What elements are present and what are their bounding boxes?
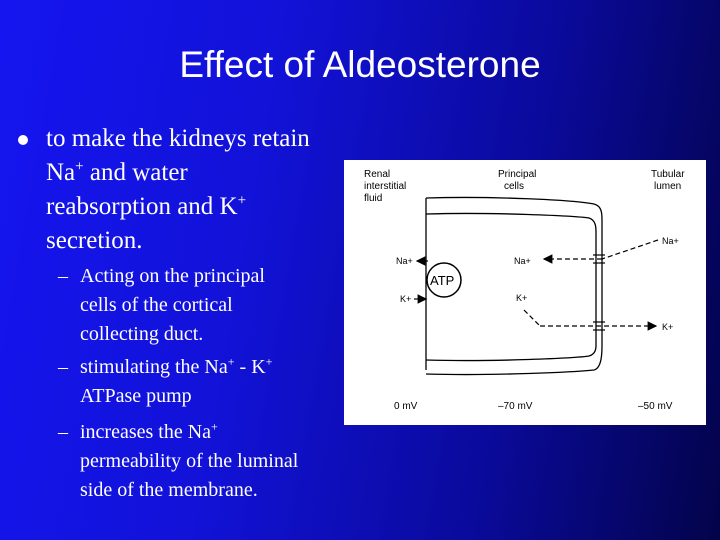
renal-label-line-1: Renal (364, 169, 391, 180)
sub-bullet-3-line-3: side of the membrane. (80, 479, 258, 501)
principal-label-line-2: cells (504, 181, 525, 192)
k-mid-label: K+ (516, 293, 528, 303)
k-exit-dashed (524, 310, 540, 326)
main-bullet-line-2 (46, 156, 346, 190)
main-bullet-line-3 (46, 190, 346, 224)
dash-icon: – (58, 356, 68, 378)
superscript-plus: + (227, 354, 235, 369)
apical-channels (593, 255, 605, 330)
renal-label-line-3: fluid (364, 193, 383, 204)
mv-lumen: –50 mV (638, 401, 673, 412)
sub-bullet-3 (58, 418, 299, 505)
sub-bullet-3-line-1 (80, 418, 298, 447)
na-left-label: Na+ (396, 256, 413, 266)
k-left-label: K+ (400, 294, 412, 304)
text-increases: increases the Na (80, 421, 212, 443)
bullet-dot-icon (18, 135, 28, 145)
sub-bullet-1-line-3: collecting duct. (80, 323, 204, 345)
slide-title: Effect of Aldeosterone (179, 44, 541, 85)
dash-icon: – (58, 265, 68, 287)
aldosterone-cell-diagram (344, 160, 706, 425)
superscript-plus: + (211, 419, 218, 434)
principal-label-line-1: Principal (498, 169, 537, 180)
renal-label-line-2: interstitial (364, 181, 407, 192)
lower-cell-border (426, 345, 596, 361)
superscript-plus: + (75, 158, 84, 175)
na-entry-dashed (602, 240, 658, 259)
diagram-svg (344, 160, 706, 425)
sub-bullet-1-line-1: Acting on the principal (80, 265, 265, 287)
mv-cell: –70 mV (498, 401, 533, 412)
k-right-label: K+ (662, 322, 674, 332)
superscript-plus: + (237, 192, 247, 209)
upper-cell-border (426, 213, 596, 232)
main-bullet-line-1: to make the kidneys retain (46, 125, 310, 152)
tubular-label-line-2: lumen (654, 181, 682, 192)
sub-bullet-2-line-1 (80, 353, 272, 382)
sub-bullet-2-line-2: ATPase pump (80, 385, 192, 407)
text-na: Na (46, 159, 76, 186)
tubular-label-line-1: Tubular (651, 169, 685, 180)
na-right-label: Na+ (662, 236, 679, 246)
sub-bullet-3-line-2: permeability of the luminal (80, 450, 299, 472)
text-and-water: and water (83, 159, 188, 186)
text-k: - K (234, 356, 266, 378)
text-stimulating: stimulating the Na (80, 356, 228, 378)
main-bullet (46, 122, 346, 258)
sub-bullet-1 (58, 262, 265, 349)
atp-label: ATP (430, 273, 455, 288)
main-bullet-line-4: secretion. (46, 227, 143, 254)
text-reabsorption: reabsorption and K (46, 193, 238, 220)
superscript-plus: + (265, 354, 273, 369)
na-mid-label: Na+ (514, 256, 531, 266)
sub-bullet-2 (58, 353, 273, 411)
mv-interstitial: 0 mV (394, 401, 418, 412)
dash-icon: – (58, 421, 68, 443)
sub-bullet-1-line-2: cells of the cortical (80, 294, 233, 316)
